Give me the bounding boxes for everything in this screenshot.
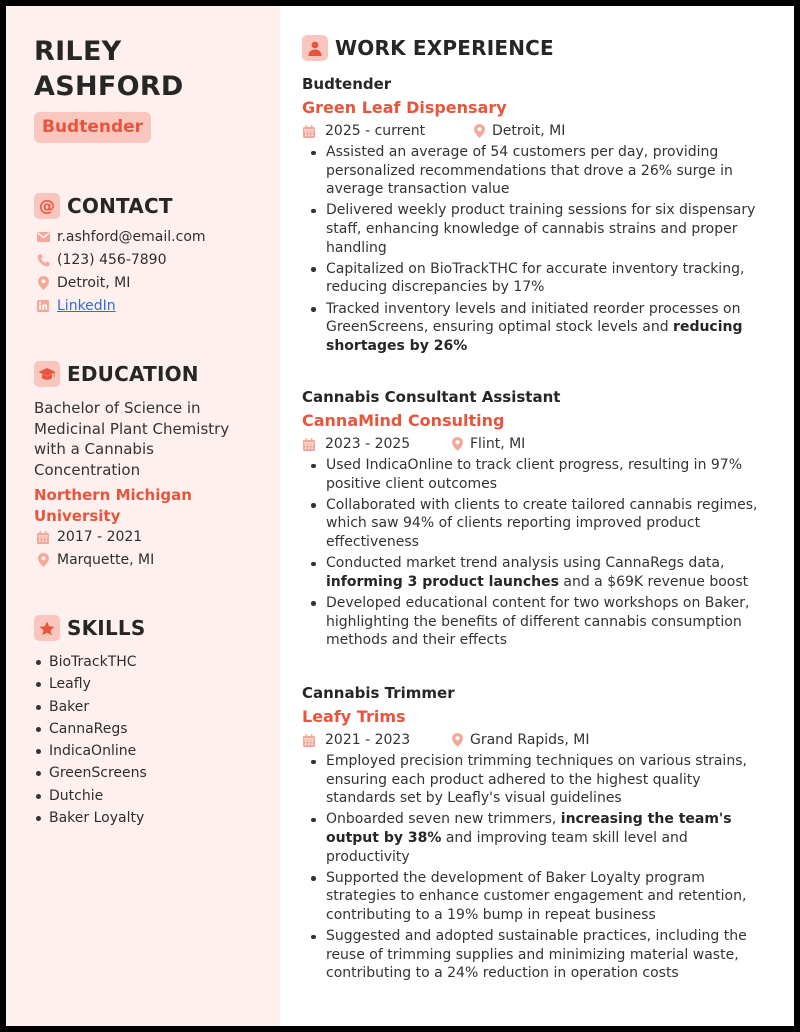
contact-phone: [36, 252, 167, 268]
experience-heading: [302, 35, 554, 61]
linkedin-icon: [36, 299, 50, 313]
job-location: [450, 436, 525, 452]
bullet-item: [302, 554, 772, 591]
calendar-icon: [302, 437, 316, 451]
contact-email: [36, 229, 206, 245]
bullet-item: [302, 927, 772, 983]
job-meta: [302, 121, 772, 141]
job-dates-text: 2025 - current: [325, 123, 426, 139]
bullet-highlight: reducing shortages by 26%: [326, 319, 743, 354]
bullet-text: and a $69K revenue boost: [558, 573, 749, 590]
bullet-text: Delivered weekly product training sessions for six dispensary staff, enhancing knowledge of cannabis strains and proper handling: [326, 202, 756, 256]
job-dates-text: 2023 - 2025: [325, 436, 411, 452]
job-meta: [302, 434, 772, 454]
job-title: Cannabis Consultant Assistant: [302, 388, 561, 406]
star-icon: [34, 615, 60, 641]
bullet-text: Suggested and adopted sustainable practices, including the reuse of trimming supplies and minimizing material waste, contributing to a 24% reduction in operation costs: [326, 928, 747, 982]
education-dates: [36, 529, 142, 545]
bullet-item: [302, 300, 772, 356]
person-icon: [302, 35, 328, 61]
skill-item: GreenScreens: [34, 762, 147, 784]
envelope-icon: [36, 230, 50, 244]
education-location-text: Marquette, MI: [57, 552, 155, 568]
map-pin-icon: [36, 276, 50, 290]
skills-list: [34, 651, 147, 829]
job-location: [472, 123, 565, 139]
degree-text: Bachelor of Science in Medicinal Plant Chemistry with a Cannabis Concentration: [34, 399, 230, 479]
job-title: Budtender: [302, 75, 392, 93]
bullet-highlight: informing 3 product launches: [326, 573, 559, 590]
phone-text: (123) 456-7890: [57, 252, 167, 268]
job-location-text: Detroit, MI: [492, 123, 566, 139]
bullet-text: Developed educational content for two workshops on Baker, highlighting the benefits of different cannabis consumption methods and their effects: [326, 594, 750, 649]
bullet-item: [302, 143, 772, 199]
bullet-text: and improving team skill level and productivity: [326, 829, 688, 865]
education-location: [36, 552, 154, 568]
bullet-text: Onboarded seven new trimmers,: [326, 811, 561, 828]
job-entry: [302, 74, 772, 358]
skills-heading: [34, 615, 145, 641]
map-pin-icon: [36, 553, 50, 567]
company-name: CannaMind Consulting: [302, 411, 505, 430]
skill-item: Baker: [34, 696, 147, 718]
job-bullets: [302, 456, 772, 650]
phone-icon: [36, 253, 50, 267]
education-heading: [34, 361, 199, 387]
job-meta: [302, 730, 772, 750]
contact-title: CONTACT: [67, 194, 173, 218]
skill-item: BioTrackTHC: [34, 651, 147, 673]
job-entry: [302, 683, 772, 986]
contact-linkedin: [36, 298, 116, 314]
map-pin-icon: [450, 733, 464, 747]
bullet-item: [302, 260, 772, 297]
skill-item: CannaRegs: [34, 718, 147, 740]
company-name: Green Leaf Dispensary: [302, 98, 507, 117]
bullet-text: Employed precision trimming techniques on various strains, ensuring each product adhered to the highest quality standards set by Leafly's visual guidelines: [326, 753, 747, 807]
at-sign-icon: @: [34, 193, 60, 219]
bullet-item: [302, 810, 772, 866]
job-entry: [302, 387, 772, 652]
sidebar: [6, 6, 280, 1026]
job-bullets: [302, 752, 772, 983]
education-title: EDUCATION: [67, 362, 199, 386]
contact-heading: [34, 193, 173, 219]
education-dates-text: 2017 - 2021: [57, 529, 143, 545]
first-name: RILEY: [34, 36, 122, 67]
bullet-item: [302, 456, 772, 493]
job-dates-text: 2021 - 2023: [325, 732, 411, 748]
job-location-text: Grand Rapids, MI: [470, 732, 590, 748]
bullet-text: Capitalized on BioTrackTHC for accurate inventory tracking, reducing discrepancies by 17%: [326, 260, 745, 296]
graduation-cap-icon: [34, 361, 60, 387]
last-name: ASHFORD: [34, 71, 184, 102]
skills-title: SKILLS: [67, 616, 146, 640]
bullet-text: Used IndicaOnline to track client progress, resulting in 97% positive client outcomes: [326, 457, 743, 492]
skill-item: Leafly: [34, 673, 147, 695]
job-dates: [302, 123, 472, 139]
bullet-item: [302, 496, 772, 552]
map-pin-icon: [472, 124, 486, 138]
skill-item: Baker Loyalty: [34, 807, 147, 829]
company-name: Leafy Trims: [302, 707, 406, 726]
bullet-item: [302, 752, 772, 808]
bullet-item: [302, 594, 772, 650]
candidate-name: [34, 34, 184, 104]
resume-page: [6, 6, 794, 1026]
experience-title: WORK EXPERIENCE: [335, 36, 554, 60]
bullet-highlight: increasing the team's output by 38%: [326, 811, 732, 846]
school-name: Northern Michigan University: [34, 486, 192, 525]
bullet-text: Conducted market trend analysis using CannaRegs data,: [326, 555, 725, 572]
bullet-text: Tracked inventory levels and initiated reorder processes on GreenScreens, ensuring optimal stock levels and: [326, 300, 741, 336]
bullet-item: [302, 201, 772, 257]
contact-location: [36, 275, 130, 291]
skill-item: Dutchie: [34, 785, 147, 807]
job-location: [450, 732, 589, 748]
linkedin-link[interactable]: LinkedIn: [57, 298, 116, 314]
bullet-text: Supported the development of Baker Loyalty program strategies to enhance customer engagement and retention, contributing to a 19% bump in repeat business: [326, 869, 747, 923]
bullet-text: Assisted an average of 54 customers per day, providing personalized recommendations that drove a 26% surge in average transaction value: [326, 144, 733, 198]
job-title-badge: Budtender: [34, 112, 151, 143]
job-dates: [302, 436, 450, 452]
skill-item: IndicaOnline: [34, 740, 147, 762]
location-text: Detroit, MI: [57, 275, 131, 291]
job-dates: [302, 732, 450, 748]
calendar-icon: [302, 733, 316, 747]
calendar-icon: [36, 530, 50, 544]
job-location-text: Flint, MI: [470, 436, 526, 452]
map-pin-icon: [450, 437, 464, 451]
email-text: r.ashford@email.com: [57, 229, 206, 245]
bullet-text: Collaborated with clients to create tailored cannabis regimes, which saw 94% of clients reporting improved product effectiveness: [326, 496, 758, 550]
job-title: Cannabis Trimmer: [302, 684, 455, 702]
bullet-item: [302, 869, 772, 925]
calendar-icon: [302, 124, 316, 138]
job-bullets: [302, 143, 772, 355]
